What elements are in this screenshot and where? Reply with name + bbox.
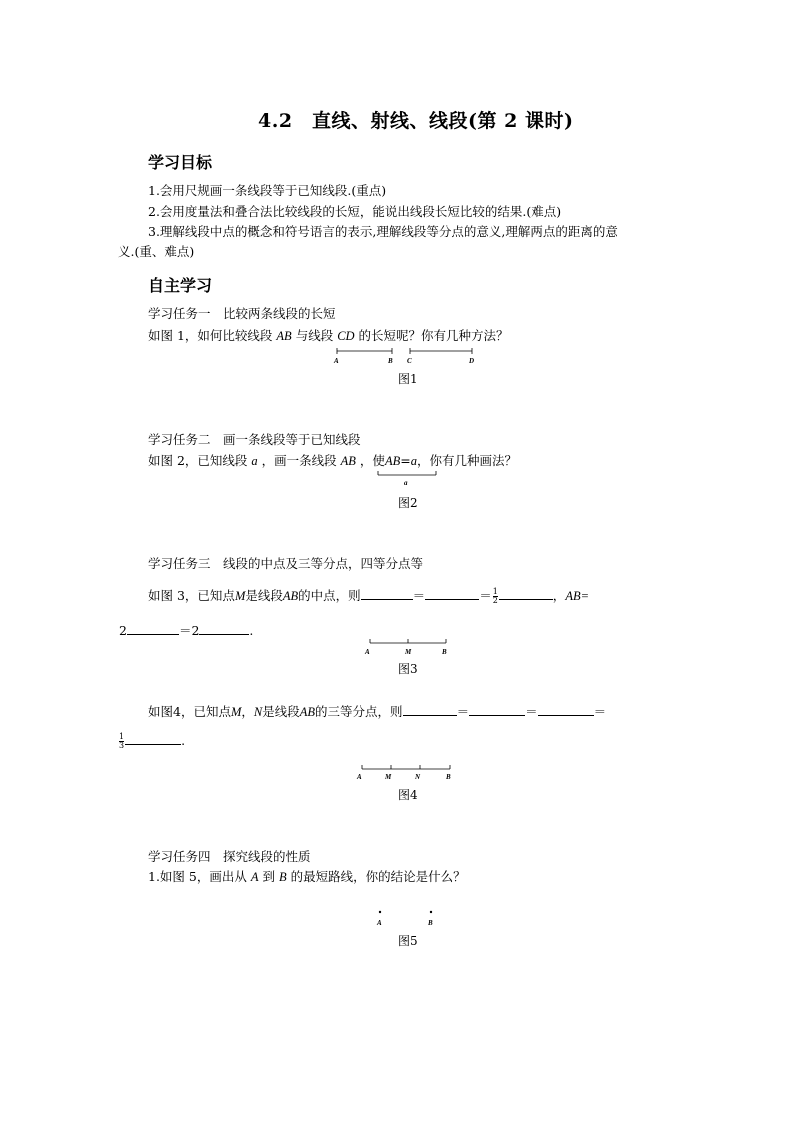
answer-blank[interactable] [499,587,553,600]
figure-4-caption: 图4 [398,788,418,802]
var-a: a [251,454,258,468]
figure-5-diagram [370,908,440,930]
task4-q-mid: 到 [262,869,275,884]
point-m: M [230,705,242,719]
task3-q-pre: 如图 3，已知点 [148,588,235,603]
figure-2-caption: 图2 [398,496,418,510]
task3-question-4 [148,703,606,720]
point-a: A [250,870,259,884]
point-n: N [253,705,263,719]
figure-4-diagram [354,764,458,786]
fig5-label-b: B [428,919,433,927]
goal-item-2: 2.会用度量法和叠合法比较线段的长短，能说出线段长短比较的结果.(难点) [148,204,562,219]
task1-q-post: 的长短呢？你有几种方法？ [358,328,509,343]
fig4-label-n: N [415,773,421,781]
eq-rhs: a [410,454,417,468]
task4-q-pre: 1.如图 5，画出从 [148,869,247,884]
equals-sign: ＝ [412,588,426,603]
segment-ab: AB [340,454,356,468]
eq-lhs: AB [384,454,401,468]
figure-1-diagram [330,346,480,368]
figure-3-caption: 图3 [398,662,418,676]
equals-sign: ＝ [456,704,470,719]
task1-question [148,328,509,344]
answer-blank[interactable] [361,587,413,600]
fig1-label-c: C [407,357,412,365]
fig3-label-b: B [442,648,447,656]
figure-2-diagram [372,470,442,492]
period: . [181,733,186,748]
fig1-label-b: B [388,357,393,365]
segment-ab: AB [299,705,316,719]
task4-question [148,869,466,885]
task2-q-post: ，你有几种画法？ [416,453,517,468]
comma: ， [241,704,254,719]
fig4-label-b: B [446,773,451,781]
equals-sign: ＝ [593,704,607,719]
equals-sign: ＝ [525,704,538,719]
task3-question-4-line2 [118,732,185,750]
answer-blank[interactable] [403,703,457,716]
task1-q-pre: 如图 1，如何比较线段 [148,328,273,343]
task3-question [148,587,589,605]
fig4-label-a: A [357,773,362,781]
task3-q-mid: 是线段 [245,588,283,603]
goals-heading: 学习目标 [148,153,213,172]
segment-ab: AB [282,589,299,603]
page-title: 4.2 直线、射线、线段(第 2 课时) [258,110,574,132]
task2-q-mid: ，画一条线段 [261,453,337,468]
task2-question [148,453,517,469]
task3-q4-pre: 如图4，已知点 [148,704,231,719]
fraction-numerator: 1 [119,732,125,741]
ab-equals: AB= [565,589,590,603]
task1-q-mid: 与线段 [295,328,334,343]
fig3-label-m: M [405,648,412,656]
equals-two: ＝2 [178,623,200,638]
task3-question-line2 [119,622,253,639]
segment-cd: CD [337,329,355,343]
task3-q4-mid: 是线段 [262,704,300,719]
fig5-label-a: A [377,919,382,927]
task2-q-mid2: ，使 [359,453,385,468]
figure-1-caption: 图1 [398,372,418,386]
task3-heading: 学习任务三 线段的中点及三等分点，四等分点等 [148,556,424,571]
equals-sign: ＝ [479,588,492,603]
task2-heading: 学习任务二 画一条线段等于已知线段 [148,432,361,447]
point-a-dot [379,911,381,913]
point-m: M [234,589,246,603]
answer-blank[interactable] [125,732,181,745]
figure-5-caption: 图5 [398,934,418,948]
task2-q-pre: 如图 2，已知线段 [148,453,248,468]
goal-item-3-line2: 义.(重、难点) [118,244,195,259]
answer-blank[interactable] [199,622,249,635]
task1-heading: 学习任务一 比较两条线段的长短 [148,306,336,321]
segment-ab: AB [276,329,292,343]
answer-blank[interactable] [127,622,179,635]
coefficient-2: 2 [119,623,127,638]
self-study-heading: 自主学习 [148,276,213,295]
fraction-one-half [493,588,498,605]
fraction-denominator: 3 [119,741,125,750]
goal-item-3-line1: 3.理解线段中点的概念和符号语言的表示,理解线段等分点的意义,理解两点的距离的意 [148,224,618,239]
point-b-dot [430,911,432,913]
fig4-label-m: M [385,773,392,781]
task3-q4-post: 的三等分点，则 [315,704,403,719]
answer-blank[interactable] [538,703,594,716]
task4-q-post: 的最短路线，你的结论是什么？ [290,869,466,884]
fraction-numerator: 1 [492,587,498,596]
fraction-denominator: 2 [492,596,498,605]
answer-blank[interactable] [425,587,479,600]
figure-3-diagram [362,637,454,659]
fig3-label-a: A [365,648,370,656]
fraction-one-third [119,733,124,750]
comma: ， [552,588,566,603]
goal-item-1: 1.会用尺规画一条线段等于已知线段.(重点) [148,183,387,198]
fig1-label-d: D [469,357,475,365]
task3-q-mid2: 的中点，则 [298,588,361,603]
fig1-label-a: A [334,357,339,365]
eq-sign: = [400,453,411,468]
task4-heading: 学习任务四 探究线段的性质 [148,849,311,864]
answer-blank[interactable] [469,703,525,716]
point-b: B [278,870,287,884]
period: . [249,623,254,638]
fig2-label-a: a [404,479,408,487]
